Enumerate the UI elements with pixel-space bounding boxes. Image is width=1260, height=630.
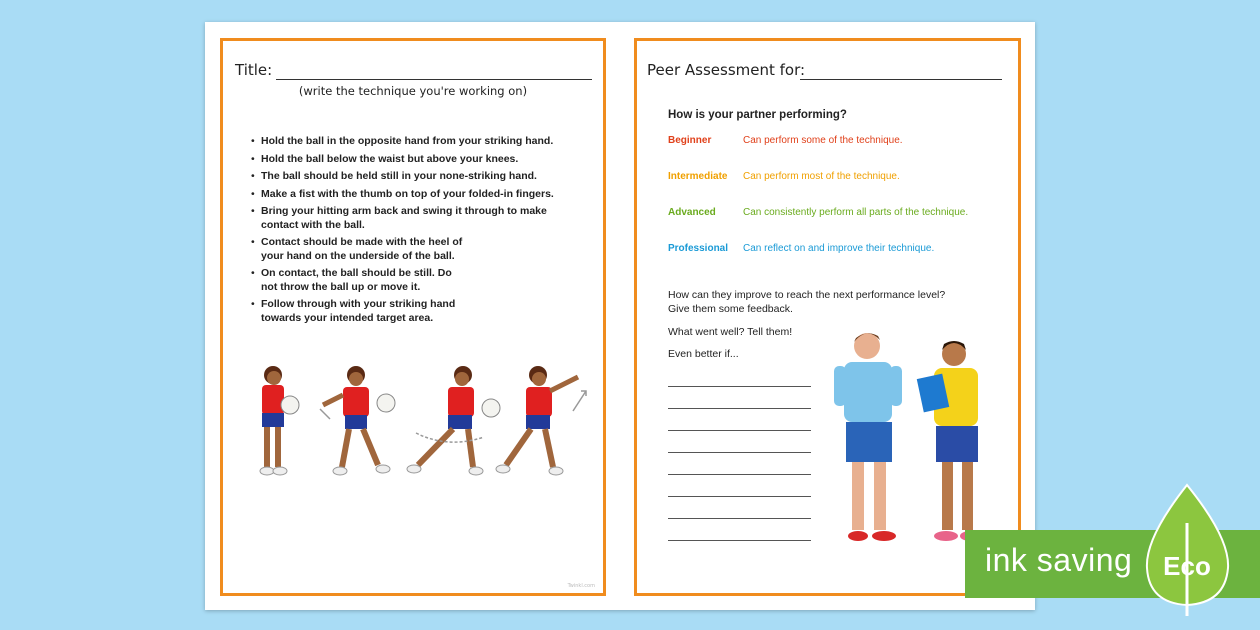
answer-line: [668, 540, 811, 541]
instruction-item: • Contact should be made with the heel of your hand on the underside of the ball.: [253, 236, 468, 263]
ink-saving-label: ink saving: [985, 542, 1133, 578]
title-hint: (write the technique you're working on): [298, 84, 528, 98]
instruction-item: • Follow through with your striking hand towards your intended target area.: [253, 298, 468, 325]
level-name: Professional: [668, 243, 729, 254]
player-figure: [320, 366, 395, 475]
female-coach-figure: [917, 341, 980, 541]
feedback-prompt: Give them some feedback.: [668, 303, 793, 315]
title-write-line: [276, 79, 592, 80]
answer-line: [668, 518, 811, 519]
peer-assessment-title: Peer Assessment for:: [647, 61, 806, 79]
level-description: Can perform some of the technique.: [743, 135, 903, 146]
answer-line: [668, 452, 811, 453]
went-well-prompt: What went well? Tell them!: [668, 326, 793, 338]
male-coach-figure: [834, 333, 902, 541]
credit-text: Twinkl.com: [567, 583, 595, 589]
even-better-prompt: Even better if...: [668, 348, 739, 360]
improve-prompt: How can they improve to reach the next performance level?: [668, 289, 946, 301]
instruction-item: • Bring your hitting arm back and swing it through to make contact with the ball.: [253, 205, 583, 232]
technique-page: [220, 38, 606, 596]
level-description: Can reflect on and improve their technique.: [743, 243, 935, 254]
serve-sequence-illustration: [248, 361, 593, 501]
answer-line: [668, 496, 811, 497]
answer-line: [668, 474, 811, 475]
eco-leaf-icon: [1140, 483, 1235, 618]
level-description: Can perform most of the technique.: [743, 171, 900, 182]
eco-label: Eco: [1163, 551, 1211, 581]
instruction-item: • Hold the ball in the opposite hand from your striking hand.: [253, 135, 583, 149]
level-name: Intermediate: [668, 171, 728, 182]
level-description: Can consistently perform all parts of the technique.: [743, 207, 969, 218]
player-figure: [260, 366, 299, 475]
level-name: Advanced: [668, 207, 716, 218]
instruction-list: [253, 135, 583, 329]
performance-question: How is your partner performing?: [668, 109, 847, 121]
answer-line: [668, 386, 811, 387]
name-write-line: [800, 79, 1002, 80]
player-figure: [496, 366, 586, 475]
instruction-item: • Hold the ball below the waist but above your knees.: [253, 153, 583, 167]
answer-line: [668, 430, 811, 431]
level-name: Beginner: [668, 135, 712, 146]
peer-assessment-page: [634, 38, 1021, 596]
title-label: Title:: [235, 61, 273, 79]
instruction-item: • Make a fist with the thumb on top of your folded-in fingers.: [253, 188, 583, 202]
answer-line: [668, 408, 811, 409]
player-figure: [407, 366, 500, 475]
instruction-item: • The ball should be held still in your none-striking hand.: [253, 170, 583, 184]
worksheet: [205, 22, 1035, 610]
instruction-item: • On contact, the ball should be still. Do not throw the ball up or move it.: [253, 267, 468, 294]
